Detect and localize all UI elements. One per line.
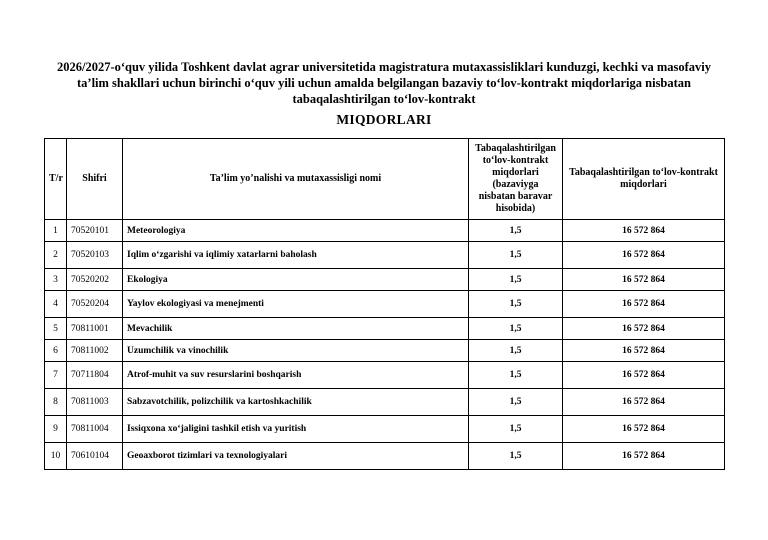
tuition-table xyxy=(44,138,725,470)
row-num: 2 xyxy=(45,242,67,269)
row-num: 8 xyxy=(45,389,67,416)
row-num: 5 xyxy=(45,318,67,340)
row-num: 3 xyxy=(45,269,67,291)
table-row xyxy=(45,389,725,416)
row-num: 9 xyxy=(45,416,67,443)
row-ratio: 1,5 xyxy=(469,443,563,470)
row-code: 70520101 xyxy=(67,220,123,242)
table-body xyxy=(45,220,725,470)
row-amount: 16 572 864 xyxy=(563,389,725,416)
row-ratio: 1,5 xyxy=(469,340,563,362)
row-code: 70811002 xyxy=(67,340,123,362)
row-ratio: 1,5 xyxy=(469,318,563,340)
row-amount: 16 572 864 xyxy=(563,362,725,389)
row-name: Sabzavotchilik, polizchilik va kartoshkachilik xyxy=(123,389,469,416)
row-name: Ekologiya xyxy=(123,269,469,291)
row-num: 4 xyxy=(45,291,67,318)
row-amount: 16 572 864 xyxy=(563,269,725,291)
header-name: Ta’lim yo’nalishi va mutaxassisligi nomi xyxy=(123,139,469,220)
row-num: 7 xyxy=(45,362,67,389)
row-code: 70520202 xyxy=(67,269,123,291)
row-ratio: 1,5 xyxy=(469,389,563,416)
row-ratio: 1,5 xyxy=(469,416,563,443)
row-code: 70711804 xyxy=(67,362,123,389)
header-ratio: Tabaqalashtirilgan to‘lov-kontrakt miqdorlari (bazaviyga nisbatan baravar hisobida) xyxy=(469,139,563,220)
table-row xyxy=(45,443,725,470)
row-code: 70811003 xyxy=(67,389,123,416)
row-code: 70520204 xyxy=(67,291,123,318)
row-ratio: 1,5 xyxy=(469,220,563,242)
row-amount: 16 572 864 xyxy=(563,220,725,242)
row-amount: 16 572 864 xyxy=(563,291,725,318)
header-amount: Tabaqalashtirilgan to‘lov-kontrakt miqdorlari xyxy=(563,139,725,220)
row-amount: 16 572 864 xyxy=(563,318,725,340)
row-name: Meteorologiya xyxy=(123,220,469,242)
row-amount: 16 572 864 xyxy=(563,242,725,269)
row-amount: 16 572 864 xyxy=(563,443,725,470)
row-amount: 16 572 864 xyxy=(563,340,725,362)
row-name: Uzumchilik va vinochilik xyxy=(123,340,469,362)
table-row xyxy=(45,242,725,269)
table-row xyxy=(45,362,725,389)
table-row xyxy=(45,318,725,340)
table-row xyxy=(45,340,725,362)
row-num: 6 xyxy=(45,340,67,362)
row-name: Mevachilik xyxy=(123,318,469,340)
table-row xyxy=(45,291,725,318)
row-name: Iqlim o‘zgarishi va iqlimiy xatarlarni baholash xyxy=(123,242,469,269)
header-num: T/r xyxy=(45,139,67,220)
row-num: 1 xyxy=(45,220,67,242)
row-ratio: 1,5 xyxy=(469,242,563,269)
row-amount: 16 572 864 xyxy=(563,416,725,443)
document-subtitle: MIQDORLARI xyxy=(336,112,432,127)
table-row xyxy=(45,220,725,242)
row-code: 70811004 xyxy=(67,416,123,443)
table-row xyxy=(45,269,725,291)
row-code: 70811001 xyxy=(67,318,123,340)
table-row xyxy=(45,416,725,443)
row-name: Yaylov ekologiyasi va menejmenti xyxy=(123,291,469,318)
row-code: 70610104 xyxy=(67,443,123,470)
document-title: 2026/2027-o‘quv yilida Toshkent davlat agrar universitetida magistratura mutaxassisliklari kunduzgi, kechki va masofaviy ta’lim shakllari uchun birinchi o‘quv yili uchun amalda belgilangan bazaviy to‘lov-kontrakt miqdorlariga nisbatan tabaqalashtirilgan to‘lov-kontrakt xyxy=(56,60,711,106)
row-ratio: 1,5 xyxy=(469,269,563,291)
table-header-row xyxy=(45,139,725,220)
row-code: 70520103 xyxy=(67,242,123,269)
header-code: Shifri xyxy=(67,139,123,220)
row-name: Geoaxborot tizimlari va texnologiyalari xyxy=(123,443,469,470)
row-ratio: 1,5 xyxy=(469,291,563,318)
row-ratio: 1,5 xyxy=(469,362,563,389)
row-num: 10 xyxy=(45,443,67,470)
row-name: Issiqxona xo‘jaligini tashkil etish va yuritish xyxy=(123,416,469,443)
row-name: Atrof-muhit va suv resurslarini boshqarish xyxy=(123,362,469,389)
